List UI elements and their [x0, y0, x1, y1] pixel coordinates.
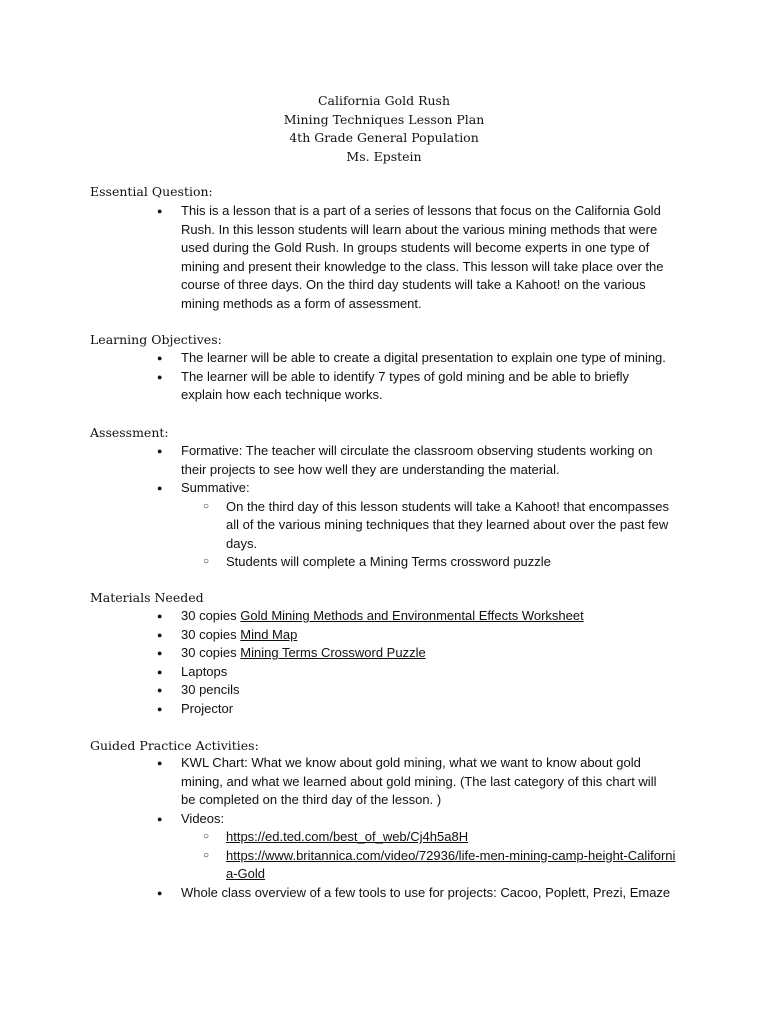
title-line-2: Mining Techniques Lesson Plan: [283, 111, 485, 127]
overview-item: ● Whole class overview of a few tools to use for projects: Cacoo, Poplett, Prezi, Emaze: [0, 884, 671, 903]
list-item: ● This is a lesson that is a part of a series of lessons that focus on the California Gold Rush. In this lesson students will learn about the various mining methods that were used during the Gold Rush. In groups students will become experts in one type of mining and present their knowledge to the class. This lesson will take place over the course of three days. On the third day students will take a Kahoot! on the various mining methods as a form of assessment.: [0, 202, 671, 313]
list-item: [0, 644, 671, 663]
essential-question-heading: Essential Question:: [90, 184, 213, 199]
guided-practice-heading: Guided Practice Activities:: [90, 738, 259, 753]
summative-sublist: [181, 498, 671, 572]
sub-list-item: ○ Students will complete a Mining Terms crossword puzzle: [226, 553, 681, 572]
kwl-item: ● KWL Chart: What we know about gold mining, what we want to know about gold mining, and what we learned about gold mining. (The last category of this chart will be completed on the third day of the lesson. ): [0, 754, 671, 810]
videos-item: [0, 810, 676, 884]
assessment-list: [0, 442, 671, 572]
assessment-heading: Assessment:: [90, 425, 169, 440]
copies-prefix: 30 copies: [181, 608, 241, 623]
videos-label: Videos:: [181, 810, 225, 826]
mind-map-link[interactable]: Mind Map: [240, 626, 298, 642]
formative-item: ● Formative: The teacher will circulate the classroom observing students working on their projects to see how well they are understanding the material.: [0, 442, 671, 479]
summative-label: Summative:: [181, 480, 250, 495]
learning-objectives-heading: Learning Objectives:: [90, 332, 222, 347]
list-item: ● Laptops: [0, 663, 671, 682]
sub-list-item: [226, 847, 681, 884]
list-item: [0, 626, 671, 645]
list-item: ● Projector: [0, 700, 671, 719]
video-links-list: [181, 828, 676, 884]
list-item: ● The learner will be able to create a digital presentation to explain one type of mining.: [0, 349, 671, 368]
crossword-link[interactable]: Mining Terms Crossword Puzzle: [240, 645, 426, 660]
list-item: ● 30 pencils: [0, 681, 671, 700]
copies-prefix: 30 copies: [181, 645, 241, 660]
list-item: [0, 607, 671, 626]
britannica-video-link[interactable]: https://www.britannica.com/video/72936/life-men-mining-camp-height-California-Gold: [226, 847, 676, 881]
copies-prefix: 30 copies: [181, 626, 241, 642]
title-line-3: 4th Grade General Population: [289, 130, 479, 146]
sub-list-item: [226, 828, 681, 847]
title-line-4: Ms. Epstein: [346, 148, 422, 164]
learning-objectives-list: [0, 349, 671, 405]
materials-heading: Materials Needed: [90, 590, 204, 605]
sub-list-item: ○ On the third day of this lesson students will take a Kahoot! that encompasses all of the various mining techniques that they learned about over the past few days.: [226, 498, 681, 554]
essential-question-list: [0, 202, 671, 313]
document-title: [0, 92, 768, 166]
materials-list: [0, 607, 671, 718]
worksheet-link[interactable]: Gold Mining Methods and Environmental Effects Worksheet: [240, 608, 584, 623]
guided-practice-list: [0, 754, 676, 902]
title-line-1: California Gold Rush: [317, 93, 451, 108]
list-item: ● The learner will be able to identify 7 types of gold mining and be able to briefly explain how each technique works.: [0, 368, 671, 405]
summative-item: [0, 479, 671, 572]
ted-video-link[interactable]: https://ed.ted.com/best_of_web/Cj4h5a8H: [226, 829, 469, 844]
